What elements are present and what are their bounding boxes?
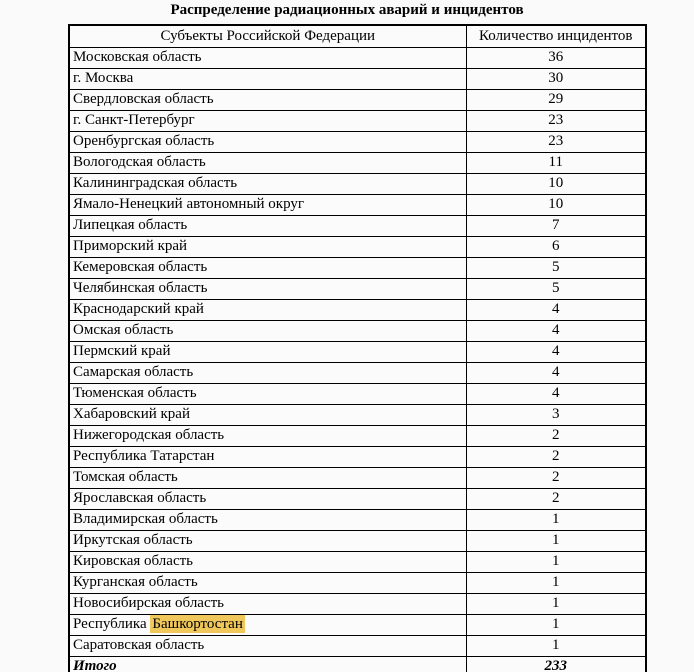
table-row — [69, 383, 646, 404]
table-row — [69, 593, 646, 614]
count-cell: 2 — [466, 446, 646, 467]
count-cell: 6 — [466, 236, 646, 257]
count-cell: 7 — [466, 215, 646, 236]
region-cell: Калининградская область — [69, 173, 466, 194]
region-cell: Новосибирская область — [69, 593, 466, 614]
count-cell: 29 — [466, 89, 646, 110]
region-cell: Омская область — [69, 320, 466, 341]
total-value: 233 — [466, 656, 646, 672]
region-cell: Вологодская область — [69, 152, 466, 173]
table-row — [69, 194, 646, 215]
count-cell: 10 — [466, 173, 646, 194]
table-row — [69, 572, 646, 593]
region-cell: Ямало-Ненецкий автономный округ — [69, 194, 466, 215]
header-row — [69, 25, 646, 47]
count-cell: 1 — [466, 530, 646, 551]
count-cell: 30 — [466, 68, 646, 89]
count-cell: 1 — [466, 509, 646, 530]
region-cell: Кемеровская область — [69, 257, 466, 278]
table-row — [69, 131, 646, 152]
table-row — [69, 89, 646, 110]
region-cell: Республика Башкортостан — [69, 614, 466, 635]
region-cell: г. Санкт-Петербург — [69, 110, 466, 131]
region-cell: Московская область — [69, 47, 466, 68]
count-cell: 4 — [466, 362, 646, 383]
region-cell: Самарская область — [69, 362, 466, 383]
table-row — [69, 236, 646, 257]
table-row — [69, 278, 646, 299]
count-cell: 2 — [466, 467, 646, 488]
table-row — [69, 467, 646, 488]
region-cell: г. Москва — [69, 68, 466, 89]
count-cell: 4 — [466, 299, 646, 320]
table-row — [69, 530, 646, 551]
column-header-region: Субъекты Российской Федерации — [69, 25, 466, 47]
region-cell: Челябинская область — [69, 278, 466, 299]
table-row — [69, 362, 646, 383]
region-cell: Томская область — [69, 467, 466, 488]
count-cell: 2 — [466, 425, 646, 446]
table-row — [69, 68, 646, 89]
region-cell: Владимирская область — [69, 509, 466, 530]
table-row — [69, 509, 646, 530]
table-row — [69, 152, 646, 173]
table-row — [69, 551, 646, 572]
table-row — [69, 110, 646, 131]
table-row — [69, 320, 646, 341]
table-title: Распределение радиационных аварий и инцидентов — [170, 2, 524, 18]
table-row — [69, 341, 646, 362]
total-label: Итого — [69, 656, 466, 672]
region-cell: Курганская область — [69, 572, 466, 593]
table-row — [69, 299, 646, 320]
count-cell: 10 — [466, 194, 646, 215]
region-cell: Тюменская область — [69, 383, 466, 404]
count-cell: 11 — [466, 152, 646, 173]
total-row — [69, 656, 646, 672]
region-cell: Пермский край — [69, 341, 466, 362]
table-row — [69, 425, 646, 446]
region-cell: Краснодарский край — [69, 299, 466, 320]
table-row — [69, 173, 646, 194]
count-cell: 4 — [466, 383, 646, 404]
region-cell: Свердловская область — [69, 89, 466, 110]
region-cell: Хабаровский край — [69, 404, 466, 425]
table-row — [69, 635, 646, 656]
region-cell: Кировская область — [69, 551, 466, 572]
region-cell: Приморский край — [69, 236, 466, 257]
count-cell: 23 — [466, 131, 646, 152]
region-cell: Липецкая область — [69, 215, 466, 236]
column-header-count: Количество инцидентов — [466, 25, 646, 47]
table-row — [69, 257, 646, 278]
count-cell: 5 — [466, 257, 646, 278]
count-cell: 1 — [466, 551, 646, 572]
count-cell: 3 — [466, 404, 646, 425]
count-cell: 2 — [466, 488, 646, 509]
region-cell: Ярославская область — [69, 488, 466, 509]
count-cell: 36 — [466, 47, 646, 68]
region-cell: Иркутская область — [69, 530, 466, 551]
incidents-table — [68, 24, 647, 672]
table-row — [69, 488, 646, 509]
table-row — [69, 47, 646, 68]
count-cell: 5 — [466, 278, 646, 299]
count-cell: 1 — [466, 614, 646, 635]
count-cell: 1 — [466, 572, 646, 593]
region-cell: Саратовская область — [69, 635, 466, 656]
region-cell: Республика Татарстан — [69, 446, 466, 467]
count-cell: 1 — [466, 635, 646, 656]
count-cell: 4 — [466, 320, 646, 341]
highlighted-text: Башкортостан — [152, 616, 243, 632]
count-cell: 4 — [466, 341, 646, 362]
region-cell: Нижегородская область — [69, 425, 466, 446]
table-row — [69, 446, 646, 467]
count-cell: 23 — [466, 110, 646, 131]
table-row — [69, 215, 646, 236]
table-row — [69, 404, 646, 425]
table-row — [69, 614, 646, 635]
region-cell: Оренбургская область — [69, 131, 466, 152]
count-cell: 1 — [466, 593, 646, 614]
